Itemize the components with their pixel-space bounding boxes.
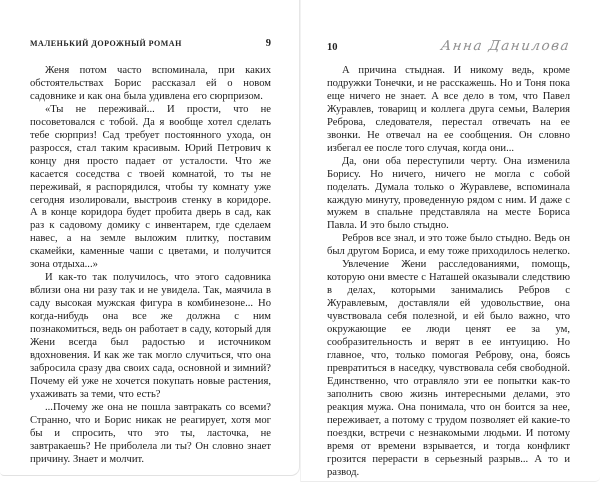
author-signature: Анна Данилова [439, 38, 572, 54]
page-number-left: 9 [265, 38, 271, 49]
paragraph: И как-то так получилось, что этого садовника вблизи она ни разу так и не увидела. Так, маячила в саду высокая мужская фигура в комбинезоне... Но когда-нибудь она все же должна с ним познакомиться, ведь он работает в саду, который для Жени всегда был радостью и источником вдохновения. И как же так могло случиться, что она забросила сразу два своих сада, основной и зимний? Почему ей уже не хочется покупать новые растения, ухаживать за теми, что есть? [30, 272, 271, 400]
paragraph: А причина стыдная. И никому ведь, кроме подружки Тонечки, и не расскажешь. Но и Тоня пока еще ничего не знает. А все дело в том, что Павел Журавлев, товарищ и коллега друга семьи, Валерия Реброва, следователя, перестал отвечать на ее звонки. Не отвечал на ее сообщения. Он словно избегал ее после того случая, когда они... [327, 65, 570, 154]
paragraph: Увлечение Жени расследованиями, помощь, которую они вместе с Наташей оказывали следствию в делах, которыми занимались Ребров с Журавлевым, доставляли ей удовольствие, она чувствовала себя полезной, и ей было важно, что окружающие ее люди ценят ее за ум, сообразительность и верят в ее интуицию. Но главное, что, только помогая Реброву, она, боясь превратиться в наседку, чувствовала себя свободной. Единственно, что отравляло эти ее попытки как-то заполнить свою жизнь интересными делами, это реакция мужа. Она понимала, что он боится за нее, переживает, а потому с трудом позволяет ей какие-то поездки, встречи с незнакомыми людьми. И потому время от времени взрывается, и тогда конфликт грозится перерасти в серьезный разрыв... А то и развод. [327, 259, 570, 478]
running-title: МАЛЕНЬКИЙ ДОРОЖНЫЙ РОМАН [30, 39, 182, 48]
paragraph: Да, они оба переступили черту. Она изменила Борису. Но ничего, ничего не могла с собой поделать. Думала только о Журавлеве, вспоминала каждую минуту, проведенную рядом с ним. И даже с мужем в спальне представляла на месте Бориса Павла. И это было стыдно. [327, 155, 570, 232]
page-right-body [327, 65, 570, 480]
page-left-header [30, 38, 271, 52]
page-right-header [327, 38, 570, 52]
page-right[interactable] [300, 0, 600, 482]
page-left-body [30, 65, 271, 467]
paragraph: Ребров все знал, и это тоже было стыдно. Ведь он был другом Бориса, и ему тоже приходилось нелегко. [327, 233, 570, 258]
paragraph: Женя потом часто вспоминала, при каких обстоятельствах Борис рассказал ей о новом садовнике и как она была удивлена его сюрпризом. [30, 65, 271, 102]
paragraph: «Ты не переживай... И прости, что не посоветовался с тобой. Да я вообще хотел сделать тебе сюрприз! Сад требует постоянного ухода, он разросся, стал таким красивым. Юрий Петрович к концу дня просто падает от усталости. Что же касается соседства с твоей комнатой, то ты не переживай, я распорядился, чтобы ту комнату уже сегодня изолировали, выстроив стенку в коридоре. А в конце коридора будет пробита дверь в сад, как раз к садовому домику с инвентарем, где сделаем навес, а на земле выложим плитку, поставим скамейки, каменные чаши с цветами, и получится зона отдыха...» [30, 103, 271, 271]
page-left[interactable] [0, 0, 300, 476]
page-number-right: 10 [327, 42, 338, 53]
paragraph: ...Почему же она не пошла завтракать со всеми? Странно, что и Борис никак не реагирует, хотя мог бы и спросить, что это ты, ласточка, не завтракаешь? Не приболела ли ты? Он словно знает причину. Знает и молчит. [30, 401, 271, 465]
